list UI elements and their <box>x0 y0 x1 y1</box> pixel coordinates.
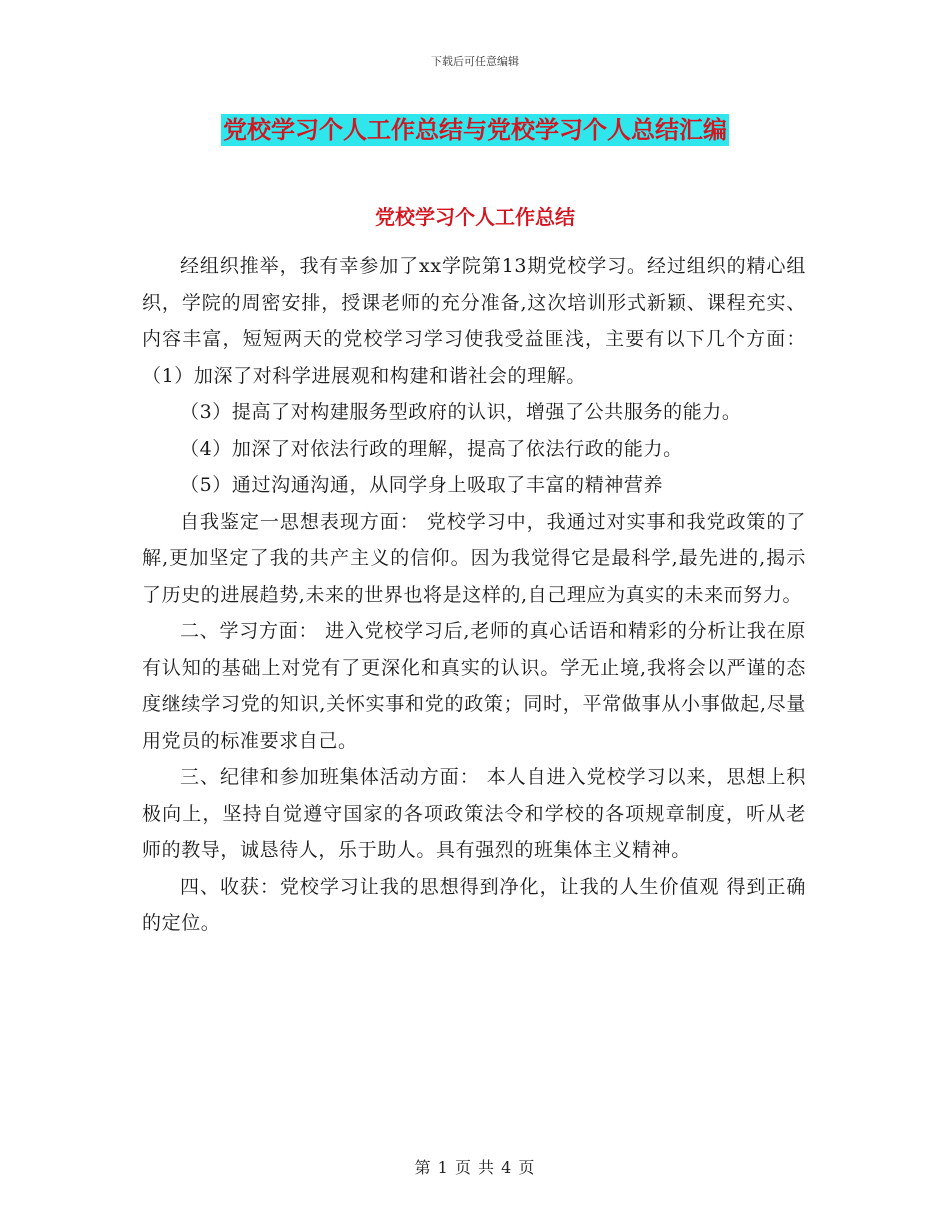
paragraph-thought: 自我鉴定一思想表现方面： 党校学习中，我通过对实事和我党政策的了解,更加坚定了我的共产主义的信仰。因为我觉得它是最科学,最先进的,揭示了历史的进展趋势,未来的世界也将是这样的,自己理应为真实的未来而努力。 <box>142 510 806 606</box>
paragraph-study: 二、学习方面： 进入党校学习后,老师的真心话语和精彩的分析让我在原有认知的基础上对党有了更深化和真实的认识。学无止境,我将会以严谨的态度继续学习党的知识,关怀实事和党的政策；同时，平常做事从小事做起,尽量用党员的标准要求自己。 <box>142 620 806 752</box>
body-text <box>142 248 806 942</box>
paragraph-discipline: 三、纪律和参加班集体活动方面： 本人自进入党校学习以来，思想上积极向上，坚持自觉遵守国家的各项政策法令和学校的各项规章制度，听从老师的教导，诚恳待人，乐于助人。具有强烈的班集体主义精神。 <box>142 766 806 861</box>
document-title: 党校学习个人工作总结与党校学习个人总结汇编 <box>223 116 727 144</box>
section-title: 党校学习个人工作总结 <box>375 205 575 229</box>
paragraph-point-4: （4）加深了对依法行政的理解，提高了依法行政的能力。 <box>180 437 683 460</box>
document-title-wrapper <box>0 114 950 146</box>
paragraph-intro: 经组织推举，我有幸参加了xx学院第13期党校学习。经过组织的精心组织，学院的周密安排，授课老师的充分准备,这次培训形式新颖、课程充实、内容丰富，短短两天的党校学习学习使我受益匪浅，主要有以下几个方面：（1）加深了对科学进展观和构建和谐社会的理解。 <box>142 255 806 387</box>
paragraph-gains: 四、收获：党校学习让我的思想得到净化，让我的人生价值观 得到正确的定位。 <box>142 875 806 934</box>
header-note: 下载后可任意编辑 <box>431 55 519 68</box>
page-footer: 第 1 页 共 4 页 <box>414 1158 536 1177</box>
paragraph-point-5: （5）通过沟通沟通，从同学身上吸取了丰富的精神营养 <box>180 474 664 496</box>
paragraph-point-3: （3）提高了对构建服务型政府的认识，增强了公共服务的能力。 <box>180 401 742 423</box>
